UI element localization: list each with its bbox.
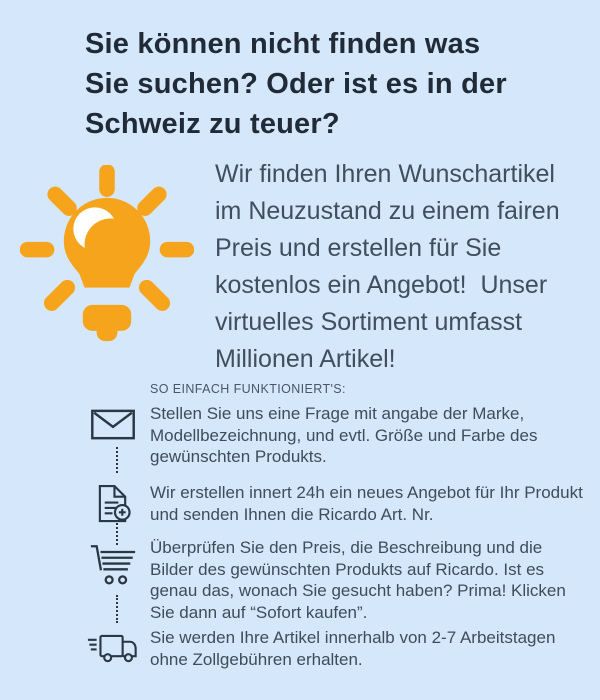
dotted-connector bbox=[116, 595, 118, 623]
step-text: Sie werden Ihre Artikel innerhalb von 2-7 Arbeitstagen ohne Zollgebühren erhalten. bbox=[150, 628, 556, 669]
intro-line: Wir finden Ihren Wunschartikel bbox=[215, 160, 555, 188]
step-text: Wir erstellen innert 24h ein neues Angebot für Ihr Produkt und senden Ihnen die Ricardo Art. Nr. bbox=[150, 483, 583, 524]
shopping-cart-icon bbox=[84, 537, 142, 587]
page-title-line: Sie können nicht finden was bbox=[85, 28, 481, 60]
delivery-truck-icon bbox=[84, 627, 142, 666]
steps-section-label: SO EINFACH FUNKTIONIERT'S: bbox=[150, 382, 346, 396]
intro-paragraph bbox=[215, 156, 560, 378]
dotted-connector bbox=[116, 447, 118, 473]
step-text: Stellen Sie uns eine Frage mit angabe der Marke, Modellbezeichnung, und evtl. Größe und Farbe des gewünschten Produkts. bbox=[150, 404, 538, 466]
envelope-icon bbox=[84, 403, 142, 441]
step-row-1 bbox=[84, 403, 590, 468]
document-plus-icon bbox=[84, 482, 142, 527]
page-title bbox=[85, 24, 507, 144]
lightbulb-icon bbox=[20, 165, 194, 355]
step-row-3 bbox=[84, 537, 590, 623]
step-row-4 bbox=[84, 627, 590, 670]
page-title-line: Schweiz zu teuer? bbox=[85, 108, 340, 140]
intro-line: kostenlos ein Angebot! Unser bbox=[215, 271, 548, 299]
page-title-line: Sie suchen? Oder ist es in der bbox=[85, 68, 507, 100]
intro-line: im Neuzustand zu einem fairen bbox=[215, 197, 560, 225]
step-row-2 bbox=[84, 482, 590, 527]
intro-line: Millionen Artikel! bbox=[215, 345, 396, 373]
step-text: Überprüfen Sie den Preis, die Beschreibung und die Bilder des gewünschten Produkts auf Ricardo. Ist es genau das, wonach Sie gesucht haben? Prima! Klicken Sie dann auf “Sofort kaufen”. bbox=[150, 538, 566, 622]
intro-line: virtuelles Sortiment umfasst bbox=[215, 308, 523, 336]
intro-line: Preis und erstellen für Sie bbox=[215, 234, 502, 262]
